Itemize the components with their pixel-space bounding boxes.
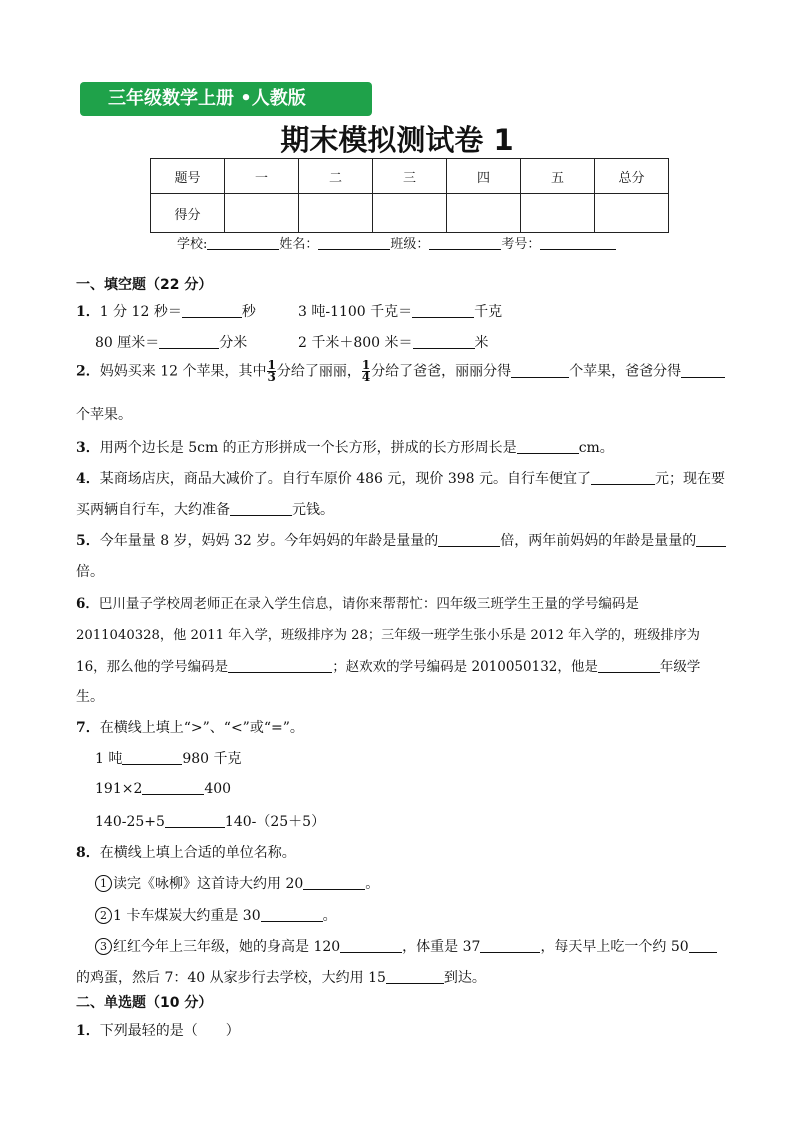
answer-blank[interactable]: [689, 938, 717, 953]
answer-blank[interactable]: [228, 658, 332, 673]
question-7: 7．在横线上填上“>”、“<”或“=”。: [76, 720, 304, 736]
score-row-label: 得分: [151, 194, 225, 233]
answer-blank[interactable]: [681, 363, 725, 378]
answer-blank[interactable]: [340, 938, 402, 953]
question-8-item-3-cont: 的鸡蛋，然后 7：40 从家步行去学校，大约用 15 到达。: [76, 970, 486, 986]
question-7-row-a: 1 吨 980 千克: [95, 751, 242, 767]
question-4: 4．某商场店庆，商品大减价了。自行车原价 486 元，现价 398 元。自行车便宜了 元；现在要: [76, 471, 725, 487]
answer-blank[interactable]: [438, 532, 500, 547]
question-1-row-c: 80 厘米＝ 分米: [95, 335, 248, 351]
name-label: 姓名：: [279, 237, 319, 252]
answer-blank[interactable]: [591, 470, 655, 485]
question-7-row-b: 191×2 400: [95, 781, 232, 797]
question-8: 8．在横线上填上合适的单位名称。: [76, 845, 296, 861]
question-2-cont: 个苹果。: [76, 407, 132, 423]
score-header-cell: 二: [299, 159, 373, 194]
fraction: $\frac{1}{4}$: [361, 358, 371, 384]
school-field[interactable]: [207, 235, 279, 250]
score-header-cell: 四: [447, 159, 521, 194]
answer-blank[interactable]: [142, 780, 204, 795]
question-6-line2: 2011040328，他 2011 年入学，班级排序为 28；三年级一班学生张小乐是 2012 年入学的，班级排序为: [76, 628, 700, 643]
circled-number: 2: [95, 907, 112, 924]
answer-blank[interactable]: [517, 439, 579, 454]
question-8-item-1: 1 读完《咏柳》这首诗大约用 20 。: [95, 873, 379, 893]
question-6: 6．巴川量子学校周老师正在录入学生信息，请你来帮帮忙：四年级三班学生王量的学号编码是: [76, 596, 639, 612]
answer-blank[interactable]: [480, 938, 540, 953]
question-1-row-b: 3 吨-1100 千克＝ 千克: [298, 304, 503, 320]
answer-blank[interactable]: [696, 532, 726, 547]
score-header-cell: 题号: [151, 159, 225, 194]
question-3: 3．用两个边长是 5cm 的正方形拼成一个长方形，拼成的长方形周长是 cm。: [76, 440, 614, 456]
section-title: 二、单选题（10 分）: [76, 995, 213, 1011]
question-4-cont: 买两辆自行车，大约准备 元钱。: [76, 502, 334, 518]
circled-number: 3: [95, 938, 112, 955]
student-info-line: [177, 233, 616, 252]
exam-no-field[interactable]: [540, 235, 616, 250]
answer-blank[interactable]: [159, 334, 219, 349]
question-1-row-d: 2 千米＋800 米＝ 米: [298, 335, 489, 351]
answer-blank[interactable]: [598, 658, 660, 673]
circled-number: 1: [95, 875, 112, 892]
question-5-cont: 倍。: [76, 564, 104, 580]
school-label: 学校:: [177, 237, 208, 252]
single-choice-question-1: 1．下列最轻的是（ ）: [76, 1023, 240, 1039]
answer-blank[interactable]: [261, 907, 323, 922]
answer-blank[interactable]: [303, 875, 365, 890]
question-2: 2．妈妈买来 12 个苹果，其中 $\frac{1}{3}$ 分给了丽丽， $\frac{1}{4}$ 分给了爸爸，丽丽分得 个苹果，爸爸分得: [76, 360, 725, 383]
answer-blank[interactable]: [413, 334, 475, 349]
answer-blank[interactable]: [165, 813, 225, 828]
score-input-cell[interactable]: [373, 194, 447, 233]
score-input-cell[interactable]: [447, 194, 521, 233]
grade-badge: 三年级数学上册 •人教版: [80, 82, 372, 116]
score-header-cell: 总分: [595, 159, 669, 194]
class-field[interactable]: [429, 235, 501, 250]
question-5: 5．今年量量 8 岁，妈妈 32 岁。今年妈妈的年龄是量量的 倍，两年前妈妈的年龄是量量的: [76, 530, 726, 550]
fraction: $\frac{1}{3}$: [267, 358, 276, 384]
answer-blank[interactable]: [230, 501, 292, 516]
name-field[interactable]: [318, 235, 390, 250]
answer-blank[interactable]: [511, 363, 569, 378]
class-label: 班级：: [390, 237, 430, 252]
score-header-cell: 一: [225, 159, 299, 194]
answer-blank[interactable]: [412, 303, 474, 318]
question-8-item-2: 2 1 卡车煤炭大约重是 30 。: [95, 905, 337, 925]
score-input-cell[interactable]: [225, 194, 299, 233]
answer-blank[interactable]: [122, 750, 182, 765]
score-header-cell: 五: [521, 159, 595, 194]
section-title: 一、填空题（22 分）: [76, 277, 213, 293]
exam-no-label: 考号：: [501, 237, 541, 252]
score-input-cell[interactable]: [521, 194, 595, 233]
question-6-cont: 生。: [76, 689, 104, 705]
question-8-item-3: 3 红红今年上三年级，她的身高是 120 ，体重是 37 ，每天早上吃一个约 50: [95, 936, 717, 956]
score-table: [150, 158, 669, 233]
score-header-cell: 三: [373, 159, 447, 194]
question-6-line3: 16，那么他的学号编码是 ；赵欢欢的学号编码是 2010050132，他是 年级学: [76, 659, 701, 675]
question-1-row-a: 1．1 分 12 秒＝ 秒: [76, 304, 256, 320]
answer-blank[interactable]: [386, 969, 444, 984]
score-input-cell[interactable]: [299, 194, 373, 233]
score-input-cell[interactable]: [595, 194, 669, 233]
question-7-row-c: 140-25+5 140-（25＋5）: [95, 814, 326, 830]
page-title: 期末模拟测试卷 1: [280, 123, 514, 157]
answer-blank[interactable]: [182, 303, 242, 318]
